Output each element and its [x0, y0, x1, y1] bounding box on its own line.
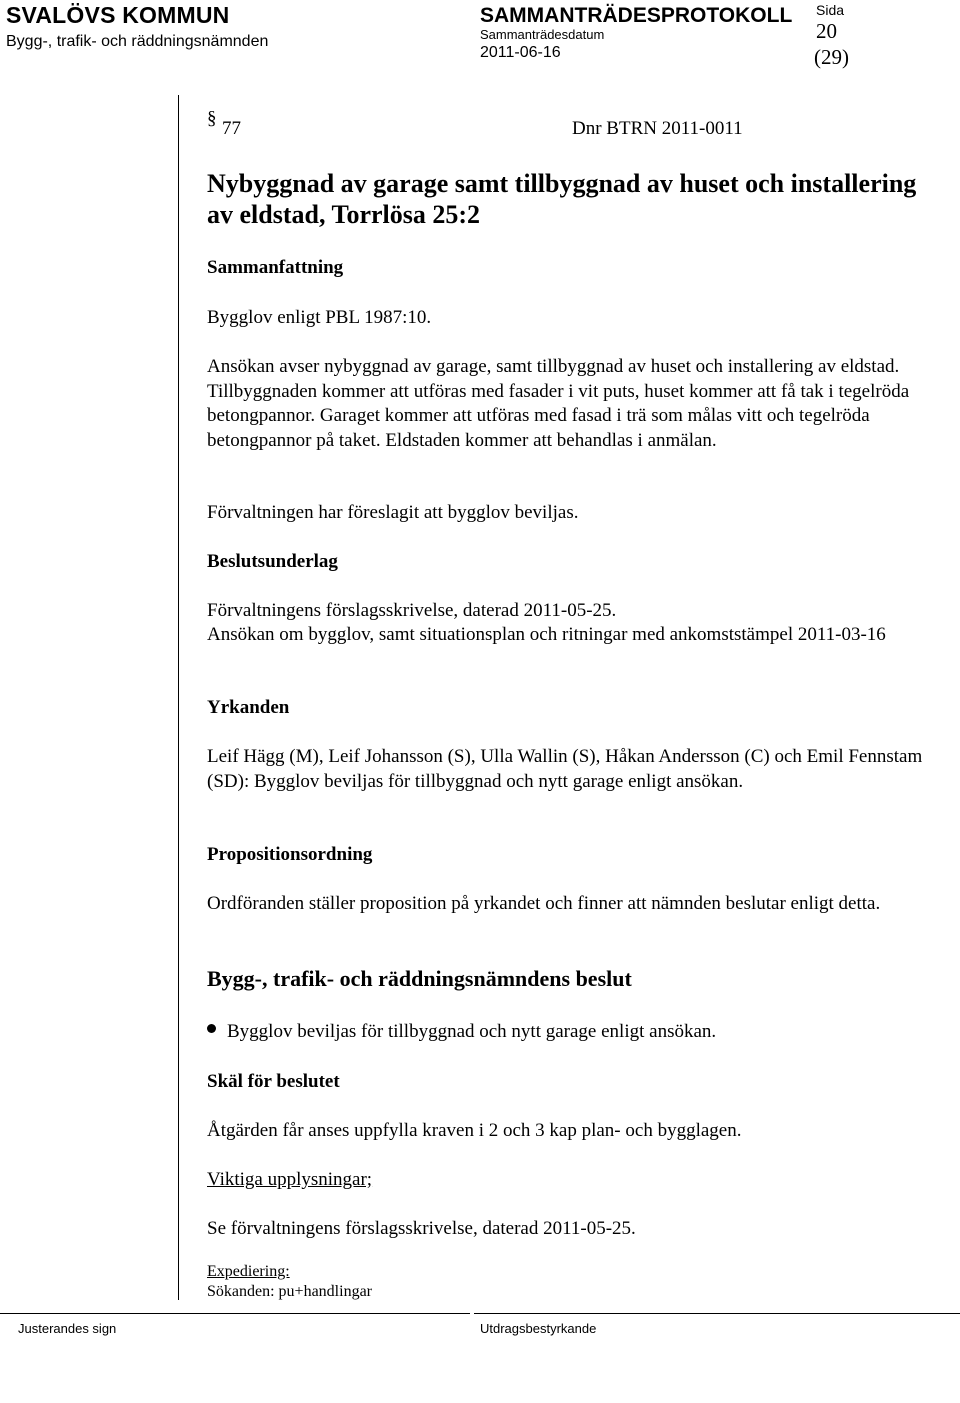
page-label: Sida	[816, 2, 845, 18]
summary-proposal: Förvaltningen har föreslagit att bygglov beviljas.	[207, 502, 579, 523]
important-text: Se förvaltningens förslagsskrivelse, daterad 2011-05-25.	[207, 1218, 636, 1239]
meeting-date-label: Sammanträdesdatum	[480, 27, 605, 42]
document-title: SAMMANTRÄDESPROTOKOLL	[480, 4, 793, 27]
summary-paragraph: Ansökan avser nybyggnad av garage, samt tillbyggnad av huset och installering av eldstad. Tillbyggnaden kommer att utföras med fasader i vit puts, huset kommer att få tak i tegelröda betongpannor. Garaget kommer att utföras med fasad i trä som målas vitt och tegelröda betongpannor på taket. Eldstaden kommer att behandlas i anmälan.	[207, 356, 910, 451]
section-number: 77	[222, 118, 241, 139]
basis-line-2: Ansökan om bygglov, samt situationsplan och ritningar med ankomststämpel 2011-03-16	[207, 624, 886, 645]
bullet-icon	[207, 1024, 216, 1033]
motions-heading: Yrkanden	[207, 697, 290, 718]
proposition-heading: Propositionsordning	[207, 844, 373, 865]
meeting-date: 2011-06-16	[480, 44, 561, 61]
reasons-heading: Skäl för beslutet	[207, 1071, 340, 1092]
section-sign: §	[207, 108, 217, 129]
case-title: Nybyggnad av garage samt tillbyggnad av huset och installering av eldstad, Torrlösa 25:2	[207, 169, 917, 229]
footer-certification-label: Utdragsbestyrkande	[480, 1321, 597, 1336]
footer-rule-right	[474, 1313, 960, 1314]
dispatch-text: Sökanden: pu+handlingar	[207, 1283, 372, 1300]
reasons-text: Åtgärden får anses uppfylla kraven i 2 och 3 kap plan- och bygglagen.	[207, 1120, 742, 1141]
page-total: (29)	[814, 45, 849, 69]
summary-line: Bygglov enligt PBL 1987:10.	[207, 307, 432, 328]
case-number: Dnr BTRN 2011-0011	[572, 118, 743, 139]
organization-unit: Bygg-, trafik- och räddningsnämnden	[6, 33, 269, 50]
organization-name: SVALÖVS KOMMUN	[6, 2, 230, 28]
dispatch-heading: Expediering:	[207, 1263, 290, 1280]
footer-signature-label: Justerandes sign	[18, 1321, 117, 1336]
summary-heading: Sammanfattning	[207, 257, 344, 278]
proposition-text: Ordföranden ställer proposition på yrkandet och finner att nämnden beslutar enligt detta.	[207, 893, 881, 914]
motions-text: Leif Hägg (M), Leif Johansson (S), Ulla Wallin (S), Håkan Andersson (C) och Emil Fennstam (SD): Bygglov beviljas för tillbyggnad och nytt garage enligt ansökan.	[207, 746, 923, 792]
footer-rule-left	[0, 1313, 470, 1314]
important-heading: Viktiga upplysningar;	[207, 1169, 373, 1190]
page-number: 20	[816, 19, 837, 43]
margin-rule	[178, 95, 179, 1300]
basis-heading: Beslutsunderlag	[207, 551, 338, 572]
decision-bullet-text: Bygglov beviljas för tillbyggnad och nytt garage enligt ansökan.	[227, 1021, 717, 1042]
decision-heading: Bygg-, trafik- och räddningsnämndens beslut	[207, 966, 632, 991]
basis-line-1: Förvaltningens förslagsskrivelse, daterad 2011-05-25.	[207, 600, 617, 621]
